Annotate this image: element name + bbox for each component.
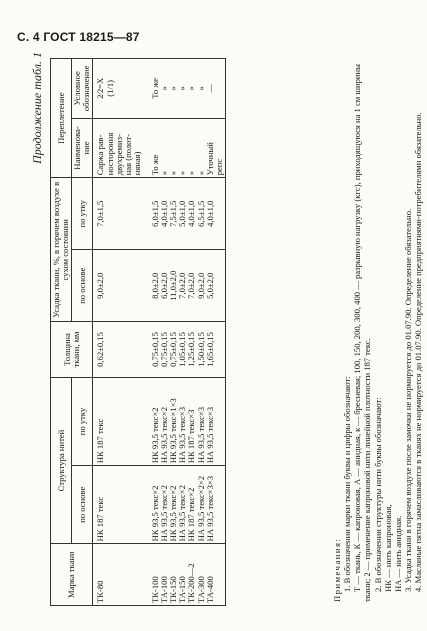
cell-line: »: [195, 171, 206, 176]
cell-line: »: [168, 171, 179, 176]
cell-structure-warp: [150, 466, 225, 544]
note-line: Т — ткань, К — капроновая, А — анидная, к — бресневая; 100, 150, 200, 300, 400 — разрывную нагрузку (кгс), приходящуюся на 1 см ширины ткани; 2 — применение капроновой нити линейной плотности 187 текс.: [352, 64, 373, 602]
cell-line: 7,0±2,0: [177, 272, 188, 299]
cell-line: 0,75±0,15: [159, 332, 170, 367]
cell-line: няная): [131, 151, 142, 176]
cell-line: 8,0±2,0: [149, 272, 160, 299]
cell-line: 7,0±2,0: [186, 272, 197, 299]
cell-line: То же: [149, 154, 160, 176]
cell-line: »: [186, 86, 197, 91]
cell-thickness: [150, 322, 225, 378]
header-shrinkage-warp: по основе: [72, 250, 93, 322]
cell-interweave-symbol: [150, 59, 225, 119]
cell-line: ностороння: [104, 132, 115, 176]
header-interweave: Переплетение: [51, 59, 72, 178]
page-header: С. 4 ГОСТ 18215—87: [17, 30, 140, 44]
cell-line: ТА-150: [177, 576, 188, 603]
cell-line: НА 93,5 текс×3: [195, 406, 206, 464]
cell-line: 4,0±1,0: [204, 200, 215, 227]
cell-line: НК 187 текс×3: [186, 409, 197, 464]
cell-thickness: [93, 322, 150, 378]
cell-line: 1,05±0,15: [177, 332, 188, 367]
cell-line: репс: [213, 158, 224, 176]
cell-line: двухремиз-: [113, 134, 124, 176]
cell-line: 11,0±2,0: [168, 270, 179, 301]
cell-shrinkage-weft: [93, 178, 150, 250]
cell-shrinkage-warp: [150, 250, 225, 322]
cell-line: »: [177, 171, 188, 176]
cell-line: ТА-100: [159, 576, 170, 603]
header-structure-weft: по утку: [72, 377, 93, 465]
table-continuation-title: Продолжение табл. 1: [30, 52, 44, 164]
notes-title: Примечания:: [332, 537, 342, 602]
cell-line: 0,62±0,15: [95, 332, 106, 367]
cell-line: НК 187 текс×2: [186, 487, 197, 542]
cell-line: НК 187 текс: [95, 418, 106, 464]
cell-line: Саржа рав-: [95, 134, 106, 176]
cell-line: »: [195, 86, 206, 91]
cell-line: НА 93,5 текс×3: [204, 406, 215, 464]
header-interweave-name: Наименова-ние: [72, 118, 93, 178]
cell-line: 5,0±1,0: [177, 200, 188, 227]
cell-shrinkage-warp: [93, 250, 150, 322]
cell-line: НА 93,5 текс×2: [159, 485, 170, 542]
cell-line: »: [168, 86, 179, 91]
cell-line: 7,0±1,5: [95, 200, 106, 227]
header-shrinkage: Усадка ткани, %, в горячем воздухе в сухом состоянии: [51, 178, 72, 322]
cell-line: 4,0±1,0: [186, 200, 197, 227]
cell-structure-weft: [93, 377, 150, 465]
cell-line: НК 93,5 текс×2: [149, 407, 160, 464]
cell-line: »: [177, 86, 188, 91]
cell-line: 5,0±2,0: [204, 272, 215, 299]
cell-line: »: [159, 171, 170, 176]
cell-line: 1,50±0,15: [195, 332, 206, 367]
header-brand: Марка ткани: [51, 544, 93, 606]
fabric-spec-table: [50, 58, 226, 606]
cell-line: То же: [149, 78, 160, 99]
cell-structure-weft: [150, 377, 225, 465]
header-structure: Структура нитей: [51, 377, 72, 544]
cell-line: 1,65±0,15: [204, 332, 215, 367]
cell-line: 4,0±1,0: [159, 200, 170, 227]
cell-line: Уточный: [204, 142, 215, 176]
cell-interweave-symbol: [93, 59, 150, 119]
note-line: 3. Усадка ткани в горячем воздухе после замочки не нормируется до 01.07.90. Определение обязательно.: [402, 208, 413, 592]
cell-line: 0,75±0,15: [168, 332, 179, 367]
cell-line: 1,25±0,15: [186, 332, 197, 367]
note-line: 2. В обозначении структуры нити буквы обозначают:: [372, 397, 383, 592]
cell-line: ТК-100: [149, 576, 160, 603]
cell-structure-warp: [93, 466, 150, 544]
cell-line: »: [186, 171, 197, 176]
cell-line: ТА-400: [204, 576, 215, 603]
cell-shrinkage-weft: [150, 178, 225, 250]
cell-line: (1/1): [104, 79, 115, 97]
table-row: [93, 59, 150, 606]
cell-brand: [93, 544, 150, 606]
cell-line: ТА-300: [195, 576, 206, 603]
cell-line: 6,0±2,0: [159, 272, 170, 299]
cell-line: 7,5±1,5: [168, 200, 179, 227]
cell-line: 9,0±2,0: [95, 272, 106, 299]
cell-line: НА 93,5 текс×3×3: [204, 475, 215, 542]
cell-line: НК 93,5 текс×2: [168, 485, 179, 542]
cell-line: НА 93,5 текс×2: [159, 406, 170, 464]
cell-line: 0,75±0,15: [149, 332, 160, 367]
note-line: 4. Масляные пятна замасливаются в тканях не нормируется до 01.07.90. Определение предприятиями-потребителями обязательно.: [413, 112, 424, 592]
rotated-table-page: [28, 52, 424, 612]
cell-line: 6,0±1,5: [149, 200, 160, 227]
cell-line: НК 187 текс: [95, 496, 106, 542]
cell-brand: [150, 544, 225, 606]
note-line: 1. В обозначении марки ткани буквы и цифры обозначают:: [342, 376, 353, 592]
table-row: [150, 59, 225, 606]
cell-line: »: [159, 86, 170, 91]
cell-line: НК 93,5 текс×2: [149, 485, 160, 542]
cell-line: ТК-200—2: [186, 563, 197, 603]
cell-line: НА 93,5 текс×2: [177, 485, 188, 542]
cell-line: ТК-80: [95, 580, 106, 603]
note-line: НА — нить анидная.: [392, 515, 403, 592]
cell-interweave-name: [150, 118, 225, 178]
cell-line: ная (полот-: [122, 134, 133, 176]
header-interweave-symbol: Условное обозначение: [72, 59, 93, 119]
table-notes: [332, 62, 423, 602]
header-thickness: Толщина ткани, мм: [51, 322, 93, 378]
cell-line: 9,0±2,0: [195, 272, 206, 299]
header-shrinkage-weft: по утку: [72, 178, 93, 250]
cell-line: 6,5±1,5: [195, 200, 206, 227]
cell-line: 2⁄2=X: [95, 77, 106, 99]
cell-line: НА 93,5 текс×3: [177, 406, 188, 464]
cell-line: —: [204, 84, 215, 93]
cell-line: НК 93,5 текс×1×3: [168, 398, 179, 464]
note-line: НК — нить капроновая,: [382, 504, 393, 592]
header-structure-warp: по основе: [72, 466, 93, 544]
cell-line: НА 93,5 текс×2×2: [195, 475, 206, 542]
cell-line: ТК-150: [168, 576, 179, 603]
cell-interweave-name: [93, 118, 150, 178]
